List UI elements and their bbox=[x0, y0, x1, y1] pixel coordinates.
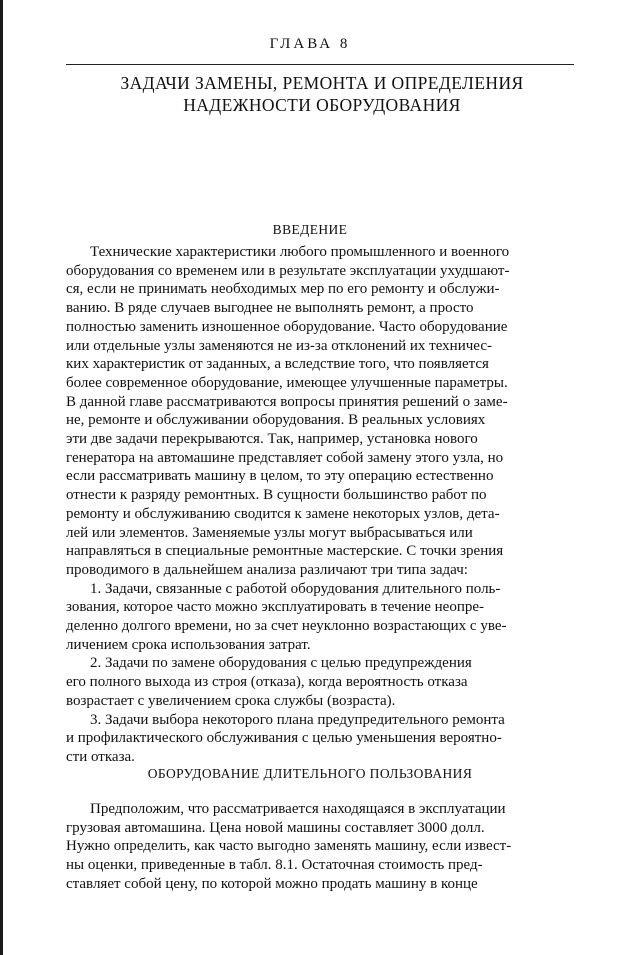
section-heading-intro: ВВЕДЕНИЕ bbox=[272, 222, 348, 237]
chapter-title-line: НАДЕЖНОСТИ ОБОРУДОВАНИЯ bbox=[183, 95, 461, 115]
text-line: грузовая автомашина. Цена новой машины составляет 3000 долл. bbox=[66, 819, 485, 836]
text-line: ванию. В ряде случаев выгоднее не выполнять ремонт, а просто bbox=[66, 300, 474, 317]
text-line: генератора на автомашине представляет собой замену этого узла, но bbox=[66, 449, 504, 466]
text-line: Нужно определить, как часто выгодно заменять машину, если извест- bbox=[66, 838, 512, 855]
text-line: деленно долгого времени, но за счет неуклонно возрастающих с уве- bbox=[66, 618, 507, 635]
text-line: отнести к разряду ремонтных. В сущности большинство работ по bbox=[66, 487, 487, 504]
text-line: Предположим, что рассматривается находящаяся в эксплуатации bbox=[90, 801, 506, 817]
text-line: более современное оборудование, имеющее улучшенные параметры. bbox=[66, 374, 508, 391]
text-line: направляться в специальные ремонтные мастерские. С точки зрения bbox=[66, 543, 504, 560]
text-line: Технические характеристики любого промышленного и военного bbox=[90, 244, 510, 260]
text-line: возрастает с увеличением срока службы (возраста). bbox=[66, 692, 396, 709]
text-line: личением срока использования затрат. bbox=[66, 636, 311, 653]
text-line: ся, если не принимать необходимых мер по его ремонту и обслужи- bbox=[66, 281, 500, 298]
text-line: оборудования со временем или в результате эксплуатации ухудшают- bbox=[66, 262, 510, 279]
text-line: эти две задачи перекрываются. Так, например, установка нового bbox=[66, 431, 478, 448]
text-line: ставляет собой цену, по которой можно продать машину в конце bbox=[66, 875, 478, 892]
list-item-2: 2. Задачи по замене оборудования с целью предупреждения bbox=[90, 655, 472, 672]
text-line: проводимого в дальнейшем анализа различают три типа задач: bbox=[66, 561, 468, 578]
text-line: В данной главе рассматриваются вопросы принятия решений о заме- bbox=[66, 393, 508, 410]
text-line: ны оценки, приведенные в табл. 8.1. Остаточная стоимость пред- bbox=[66, 857, 483, 874]
text-line: или отдельные узлы заменяются не из-за отклонений их техничес- bbox=[66, 337, 492, 354]
text-line: зования, которое часто можно эксплуатировать в течение неопре- bbox=[66, 599, 485, 616]
chapter-title bbox=[60, 72, 584, 116]
chapter-title-line: ЗАДАЧИ ЗАМЕНЫ, РЕМОНТА И ОПРЕДЕЛЕНИЯ bbox=[120, 73, 524, 93]
chapter-number: ГЛАВА 8 bbox=[269, 36, 351, 52]
text-line: сти отказа. bbox=[66, 748, 135, 765]
section-heading-durable-equipment: ОБОРУДОВАНИЕ ДЛИТЕЛЬНОГО ПОЛЬЗОВАНИЯ bbox=[147, 766, 473, 781]
page-edge-shadow bbox=[0, 0, 3, 955]
text-line: лей или элементов. Заменяемые узлы могут выбрасываться или bbox=[66, 524, 473, 541]
section2-text bbox=[66, 800, 578, 894]
list-item-3: 3. Задачи выбора некоторого плана предупредительного ремонта bbox=[90, 711, 505, 728]
text-line: и профилактического обслуживания с целью уменьшения вероятно- bbox=[66, 730, 502, 747]
text-line: ремонту и обслуживанию сводится к замене некоторых узлов, дета- bbox=[66, 505, 500, 522]
chapter-rule bbox=[66, 64, 574, 65]
text-line: не, ремонте и обслуживании оборудования. В реальных условиях bbox=[66, 412, 486, 429]
list-item-1: 1. Задачи, связанные с работой оборудования длительного поль- bbox=[90, 580, 501, 597]
intro-text bbox=[66, 243, 578, 767]
text-line: его полного выхода из строя (отказа), когда вероятность отказа bbox=[66, 674, 468, 691]
text-line: полностью заменить изношенное оборудование. Часто оборудование bbox=[66, 318, 508, 335]
text-line: если рассматривать машину в целом, то эту операцию естественно bbox=[66, 468, 494, 485]
text-line: ких характеристик от заданных, а вследствие того, что появляется bbox=[66, 356, 489, 373]
